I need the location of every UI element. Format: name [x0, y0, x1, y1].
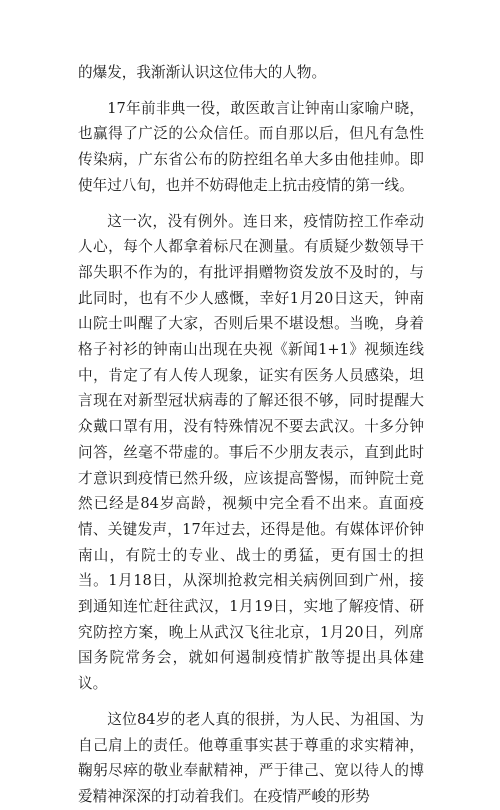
paragraph-2: 17年前非典一役，敢医敢言让钟南山家喻户晓，也赢得了广泛的公众信任。而自那以后，但凡有急性传染病，广东省公布的防控组名单大多由他挂帅。即使年过八旬，也并不妨碍他走上抗击疫情的第一线。 — [78, 99, 424, 194]
paragraph-3: 这一次，没有例外。连日来，疫情防控工作牵动人心，每个人都拿着标尺在测量。有质疑少数领导干部失职不作为的，有批评捐赠物资发放不及时的，与此同时，也有不少人感慨，幸好1月20日这天，钟南山院士叫醒了大家，否则后果不堪设想。当晚，身着格子衬衫的钟南山出现在央视《新闻1+1》视频连线中，肯定了有人传人现象，证实有医务人员感染，坦言现在对新型冠状病毒的了解还很不够，同时提醒大众戴口罩有用，没有特殊情况不要去武汉。十多分钟问答，丝毫不带虚的。事后不少朋友表示，直到此时才意识到疫情已然升级，应该提高警惕，而钟院士竟然已经是84岁高龄，视频中完全看不出来。直面疫情、关键发声，17年过去，还得是他。有媒体评价钟南山，有院士的专业、战士的勇猛，更有国士的担当。1月18日，从深圳抢救完相关病例回到广州，接到通知连忙赶往武汉，1月19日，实地了解疫情、研究防控方案，晚上从武汉飞往北京，1月20日，列席国务院常务会，就如何遏制疫情扩散等提出具体建议。 — [78, 212, 424, 693]
document-page — [78, 60, 424, 810]
paragraph-4: 这位84岁的老人真的很拼，为人民、为祖国、为自己肩上的责任。他尊重事实甚于尊重的求实精神，鞠躬尽瘁的敬业奉献精神，严于律己、宽以待人的博爱精神深深的打动着我们。在疫情严峻的形势 — [78, 710, 424, 805]
paragraph-1: 的爆发，我渐渐认识这位伟大的人物。 — [78, 64, 327, 81]
